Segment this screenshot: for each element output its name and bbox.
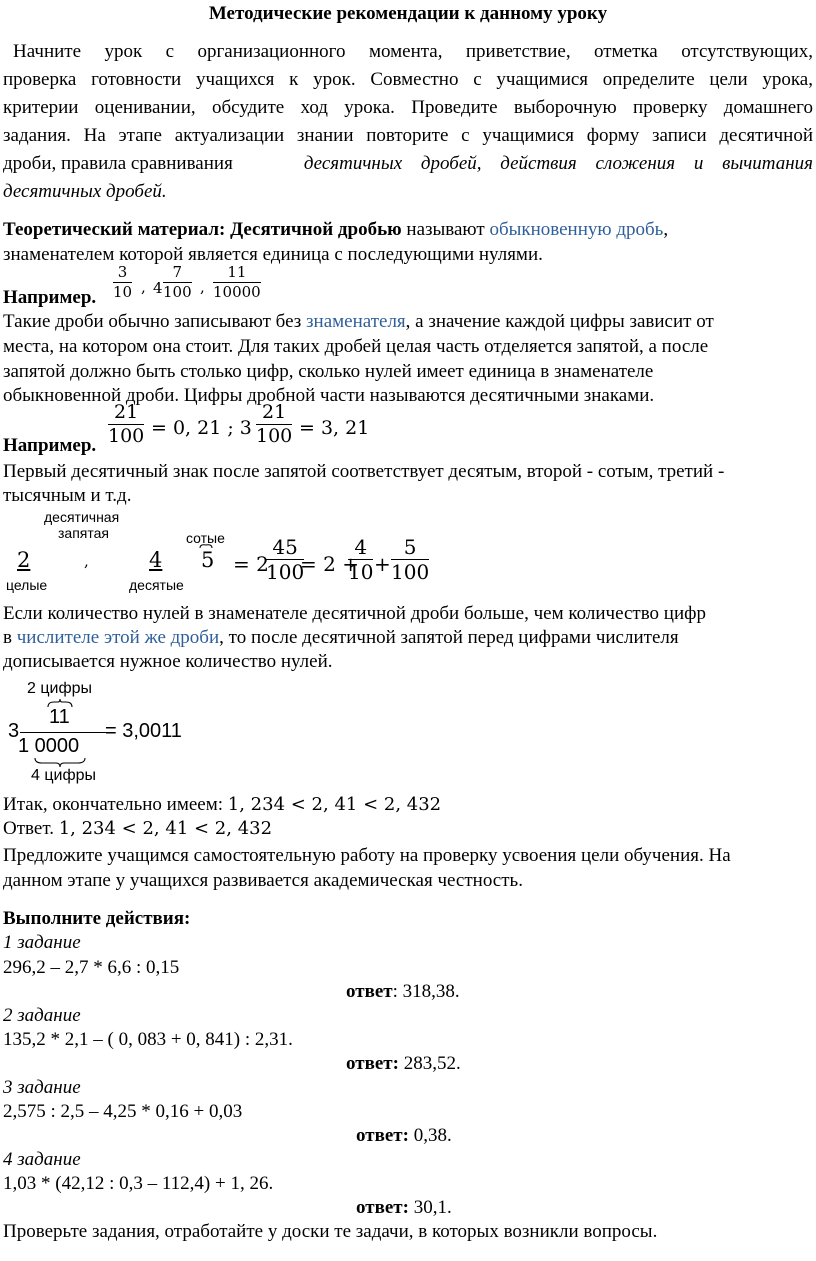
intro-line-3: критерии оценивании, обсудите ход урока. Проведите выборочную проверку домашнего xyxy=(3,97,813,118)
digit-comma: , xyxy=(84,552,89,570)
fraction-denominator: 100 xyxy=(256,425,293,447)
label-four-digits: 4 цифры xyxy=(31,767,97,784)
intro-line-1: Начните урок с организационного момента, приветствие, отметка отсутствующих, xyxy=(13,41,813,62)
answer-label: ответ xyxy=(346,981,393,1002)
task-2-label: 2 задание xyxy=(3,1005,81,1026)
fraction-numerator: 45 xyxy=(272,535,298,559)
task-1-expression: 296,2 – 2,7 * 6,6 : 0,15 xyxy=(3,957,180,978)
example1-sep-2: , xyxy=(200,278,205,296)
example2-equation-2: = 3, 21 xyxy=(299,417,370,439)
answer-separator: : xyxy=(392,981,398,1002)
para4-text-a: в xyxy=(3,627,17,648)
para4-line-1: Если количество нулей в знаменателе десятичной дроби больше, чем количество цифр xyxy=(3,603,706,624)
theory-comma: , xyxy=(663,219,669,240)
fraction-denominator: 100 xyxy=(163,283,192,301)
page-title: Методические рекомендации к данному уроку xyxy=(208,3,608,24)
intro-line-2: проверка готовности учащихся к урок. Совместно с учащимися определите цели урока, xyxy=(3,69,813,90)
task-1-answer xyxy=(346,981,460,1003)
para2-line-4: обыкновенной дроби. Цифры дробной части называются десятичными знаками. xyxy=(3,385,655,406)
theory-term: Десятичной дробью xyxy=(230,219,402,240)
task-4-label: 4 задание xyxy=(3,1149,81,1170)
answer-label: ответ: xyxy=(356,1197,409,1218)
diagram1-eq-a: = 2 xyxy=(233,552,269,576)
link-denominator[interactable]: знаменателя xyxy=(306,311,406,332)
theory-line-1 xyxy=(3,219,668,241)
fraction-denominator: 100 xyxy=(266,560,305,584)
intro-line-6: десятичных дробей. xyxy=(3,181,167,202)
digit-hundredths: 5 xyxy=(201,548,215,572)
task-3-label: 3 задание xyxy=(3,1077,81,1098)
closing-line: Проверьте задания, отработайте у доски те задачи, в которых возникли вопросы. xyxy=(3,1221,658,1242)
fraction-numerator: 21 xyxy=(114,401,139,423)
fraction-denominator: 100 xyxy=(108,425,145,447)
task-4-expression: 1,03 * (42,12 : 0,3 – 112,4) + 1, 26. xyxy=(3,1173,274,1194)
fraction-numerator: 21 xyxy=(262,401,287,423)
task-2-answer xyxy=(346,1053,461,1075)
answer-label: ответ: xyxy=(356,1125,409,1146)
theory-called: называют xyxy=(401,219,490,240)
digit-tenths: 4 xyxy=(149,548,163,572)
example1-whole: 4 xyxy=(153,279,163,297)
intro-line-5-italic: десятичных дробей, действия сложения и вычитания xyxy=(303,153,813,174)
example-label-2: Например. xyxy=(3,435,97,456)
fraction2-bar xyxy=(20,732,110,733)
answer-value: 0,38. xyxy=(408,1125,452,1146)
answer-value: 283,52. xyxy=(398,1053,461,1074)
para3-line-1: Первый десятичный знак после запятой соответствует десятым, второй - сотым, третий - xyxy=(3,461,725,482)
summary-expression: 1, 234 < 2, 41 < 2, 432 xyxy=(227,794,442,815)
fraction-45-100 xyxy=(266,537,304,582)
label-decimal-point-2: запятая xyxy=(58,525,109,541)
example-label-1: Например. xyxy=(3,287,97,308)
fraction-numerator: 7 xyxy=(172,263,183,281)
answer-label: ответ: xyxy=(346,1053,399,1074)
para4-line-3: дописывается нужное количество нулей. xyxy=(3,651,333,672)
answer-value: 30,1. xyxy=(408,1197,452,1218)
mixed-whole: 3 xyxy=(8,720,20,742)
fraction2-denominator: 1 0000 xyxy=(18,735,80,757)
answer-expression: 1, 234 < 2, 41 < 2, 432 xyxy=(58,818,273,839)
hundredths-brace xyxy=(199,543,213,549)
example1-sep-1: , xyxy=(141,278,146,296)
fraction-denominator: 10 xyxy=(113,283,133,301)
para4-text-b: , то после десятичной запятой перед цифрами числителя xyxy=(219,627,679,648)
theory-label: Теоретический материал: xyxy=(3,219,226,240)
para2-text-b: , а значение каждой цифры зависит от xyxy=(405,311,714,332)
fraction-3-10 xyxy=(113,265,132,300)
fraction-numerator: 3 xyxy=(117,263,128,281)
fraction-5-100 xyxy=(391,537,429,582)
fraction-denominator: 100 xyxy=(391,560,430,584)
fraction-7-100 xyxy=(163,265,192,300)
label-decimal-point-1: десятичная xyxy=(44,509,120,525)
fraction-3-21-100 xyxy=(256,403,292,446)
task-3-answer xyxy=(356,1125,452,1147)
intro-line-4: задания. На этапе актуализации знании повторите с учащимися форму записи десятичной xyxy=(3,125,813,146)
answer-value: 318,38. xyxy=(397,981,460,1002)
link-common-fraction[interactable]: обыкновенную дробь xyxy=(489,219,664,240)
fraction2-numerator: 11 xyxy=(49,706,70,728)
para5-line-1: Предложите учащимся самостоятельную работу на проверку усвоения цели обучения. На xyxy=(3,845,731,866)
para4-line-2 xyxy=(3,627,679,649)
digit-whole: 2 xyxy=(17,548,31,572)
theory-line-2: знаменателем которой является единица с последующими нулями. xyxy=(3,244,543,265)
fraction-numerator: 4 xyxy=(354,535,368,559)
fraction-21-100 xyxy=(108,403,144,446)
para5-line-2: данном этапе у учащихся развивается академическая честность. xyxy=(3,870,523,891)
para2-line-3: запятой должно быть столько цифр, сколько нулей имеет единица в знаменателе xyxy=(3,361,654,382)
summary-label: Итак, окончательно имеем: xyxy=(3,794,228,815)
task-1-label: 1 задание xyxy=(3,932,81,953)
task-2-expression: 135,2 * 2,1 – ( 0, 083 + 0, 841) : 2,31. xyxy=(3,1029,293,1050)
fraction2-result: = 3,0011 xyxy=(105,720,182,742)
para2-text-a: Такие дроби обычно записывают без xyxy=(3,311,307,332)
fraction-denominator: 10000 xyxy=(213,283,261,301)
diagram1-eq-b: = 2 + xyxy=(300,552,359,576)
fraction-numerator: 5 xyxy=(403,535,417,559)
summary-line xyxy=(3,794,441,816)
label-tenths: десятые xyxy=(129,577,184,593)
fraction-denominator: 10 xyxy=(348,560,374,584)
intro-line-5-text: дроби, правила сравнивания xyxy=(3,153,233,174)
link-numerator[interactable]: числителе этой же дроби xyxy=(16,627,220,648)
fraction-11-10000 xyxy=(213,265,261,300)
example2-equation-1: = 0, 21 ; 3 xyxy=(151,417,252,439)
task-4-answer xyxy=(356,1197,452,1219)
fraction-numerator: 11 xyxy=(227,263,247,281)
answer-line xyxy=(3,818,272,840)
label-whole: целые xyxy=(6,577,48,593)
para3-line-2: тысячным и т.д. xyxy=(3,485,132,506)
intro-line-5 xyxy=(3,153,813,175)
diagram1-plus: + xyxy=(374,552,391,576)
tasks-heading: Выполните действия: xyxy=(3,908,191,929)
task-3-expression: 2,575 : 2,5 – 4,25 * 0,16 + 0,03 xyxy=(3,1101,243,1122)
para2-line-2: места, на котором она стоит. Для таких дробей целая часть отделяется запятой, а после xyxy=(3,336,709,357)
fraction-4-10 xyxy=(348,537,373,582)
answer-label: Ответ. xyxy=(3,818,59,839)
label-hundredths: сотые xyxy=(186,530,225,546)
para2-line-1 xyxy=(3,311,714,333)
label-two-digits: 2 цифры xyxy=(27,680,93,697)
